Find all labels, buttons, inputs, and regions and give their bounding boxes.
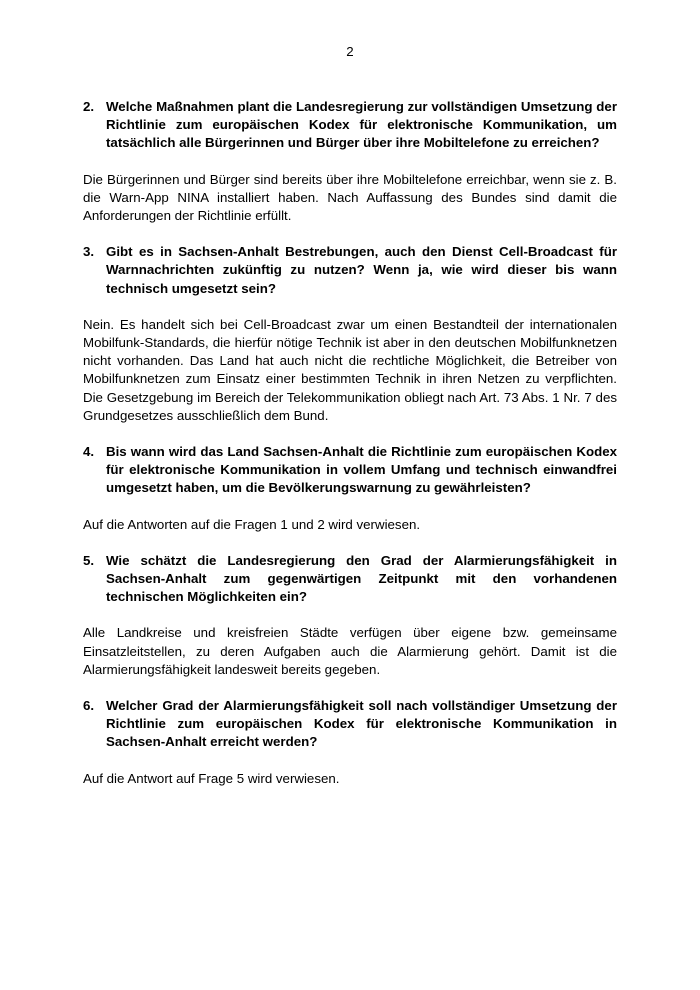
- question-number: 6.: [83, 698, 95, 714]
- page-number: 2: [346, 44, 354, 59]
- question-text: Welche Maßnahmen plant die Landesregierung zur vollständigen Umsetzung der Richtlinie zum europäischen Kodex für elektronische Kommunikation, um tatsächlich alle Bürgerinnen und Bürger über ihre Mobiltelefone zu erreichen?: [106, 99, 617, 151]
- question-number: 5.: [83, 552, 95, 568]
- question-text: Bis wann wird das Land Sachsen-Anhalt die Richtlinie zum europäischen Kodex für elektronische Kommunikation in vollem Umfang und technisch einwandfrei umgesetzt haben, um die Bevölkerungswarnung zu gewährleisten?: [106, 444, 617, 496]
- question-number: 3.: [83, 244, 95, 260]
- question-4: [83, 443, 617, 498]
- question-text: Wie schätzt die Landesregierung den Grad der Alarmierungsfähigkeit in Sachsen-Anhalt zum gegenwärtigen Zeitpunkt mit den vorhandenen technischen Möglichkeiten ein?: [106, 552, 617, 605]
- answer-4: Auf die Antworten auf die Fragen 1 und 2 wird verwiesen.: [83, 516, 421, 532]
- answer-6: Auf die Antwort auf Frage 5 wird verwiesen.: [83, 770, 340, 786]
- question-text: Gibt es in Sachsen-Anhalt Bestrebungen, auch den Dienst Cell-Broadcast für Warnnachrichten zukünftig zu nutzen? Wenn ja, wie wird dieser bis wann technisch umgesetzt sein?: [106, 244, 617, 296]
- question-5: [83, 552, 617, 607]
- question-3: [83, 243, 617, 298]
- question-6: [83, 697, 617, 752]
- answer-2: Die Bürgerinnen und Bürger sind bereits über ihre Mobiltelefone erreichbar, wenn sie z. B. die Warn-App NINA installiert haben. Nach Auffassung des Bundes sind damit die Anforderungen der Richtlinie erfüllt.: [83, 171, 617, 224]
- question-number: 2.: [83, 99, 95, 114]
- answer-5: Alle Landkreise und kreisfreien Städte verfügen über eigene bzw. gemeinsame Einsatzleitstellen, zu deren Aufgaben auch die Alarmierung gehört. Damit ist die Alarmierungsfähigkeit landesweit bereits gegeben.: [83, 625, 617, 677]
- qa-content: [83, 98, 617, 788]
- answer-3: Nein. Es handelt sich bei Cell-Broadcast zwar um einen Bestandteil der internationalen Mobilfunk-Standards, die hierfür nötige Technik ist aber in den deutschen Mobilfunknetzen nicht vorhanden. Das Land hat auch nicht die rechtliche Möglichkeit, die Betreiber von Mobilfunknetzen zum Einsatz einer bestimmten Technik in ihren Netzen zu verpflichten. Die Gesetzgebung im Bereich der Telekommunikation obliegt nach Art. 73 Abs. 1 Nr. 7 des Grundgesetzes ausschließlich dem Bund.: [83, 316, 617, 423]
- question-text: Welcher Grad der Alarmierungsfähigkeit soll nach vollständiger Umsetzung der Richtlinie zum europäischen Kodex für elektronische Kommunikation in Sachsen-Anhalt erreicht werden?: [106, 698, 617, 750]
- question-2: [83, 98, 617, 153]
- question-number: 4.: [83, 444, 95, 460]
